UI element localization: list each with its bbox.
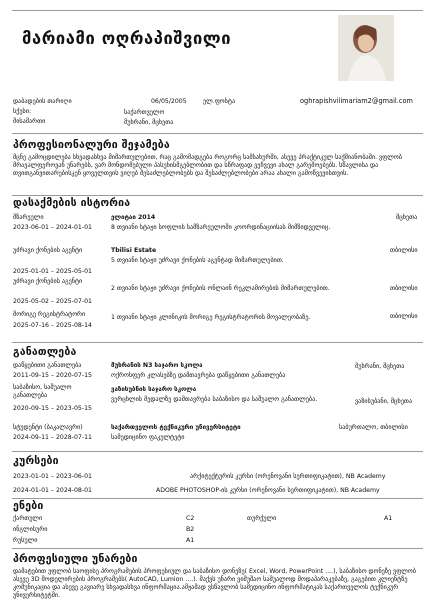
education-dates: 2024-09-11 – 2028-07-11 (13, 434, 92, 441)
profile-text: მცნე გამოცდილება სხვადასხვა მიმართულებით, რაც გამომადგება როგორც სამსახურში, ასევე პრაქტიკულ საქმიანობაში. ვფლობ მრავალფეროვან უნარებს, ვარ მონდომებული პასუხისმგებლობით და სწრაფად ვეჩვევი ახალ გარემოებებს. სწავლისა და თვითგანვითარებისკენ ყოველთვის ვიღებ შესაძლებლობებს და შესაძლებლობები არაა ახალი გამოწვევისთვის. (13, 154, 402, 178)
language-name: ქართული (13, 515, 43, 522)
course-desc: არქიტექტურის კურსი (ორენოვანი სერთიფიკატით), NB Academy (190, 473, 386, 480)
education-school: ვაზისუბნის საჯარო სკოლა (111, 386, 197, 393)
education-school: საქართველოს ტექნიკური უნივერსიტეტი (111, 424, 241, 431)
experience-dates: 2025-01-01 – 2025-05-01 (13, 268, 92, 275)
experience-dates: 2025-05-02 – 2025-07-01 (13, 298, 92, 305)
experience-role: უძრავი ქონების აგენტი (13, 278, 83, 285)
language-level: A1 (186, 537, 195, 544)
gender-value: საქართველო (124, 109, 165, 116)
education-school: მუხრანის N3 საჯარო სკოლა (111, 362, 203, 369)
experience-dates: 2025-07-16 – 2025-08-14 (13, 322, 92, 329)
education-dates: 2011-09-15 – 2020-07-15 (13, 372, 92, 379)
experience-desc: 5 თვიანი სტაჟი უძრავი ქონების აგენტად მიმართულებით. (111, 257, 284, 264)
skills-heading: პროფესიული უნარები (13, 553, 138, 565)
rule-courses (12, 451, 423, 452)
experience-dates: 2023-06-01 – 2024-01-01 (13, 224, 92, 231)
experience-location: თბილისი (390, 285, 418, 292)
rule-education (12, 342, 423, 343)
experience-role: მორიგე რეგისტრატორი (13, 311, 86, 318)
education-location: ვაზისუბანი, მცხეთა (355, 398, 413, 405)
education-title: დაწყებითი განათლება (13, 362, 82, 369)
rule-skills (12, 548, 423, 549)
experience-heading: დასაქმების ისტორია (13, 197, 131, 209)
birth-label: დაბადების თარიღი (13, 98, 72, 105)
candidate-name: მარიამი ოღრაპიშვილი (22, 29, 232, 48)
profile-heading: პროფესიონალური შეჯამება (13, 139, 170, 151)
experience-desc: 1 თვიანი სტაჟი კლინიკის მორიგე რეგისტრატორის მოვალეობაზე. (111, 314, 311, 321)
skills-text: დამატებით ვფლობ საოფისე პროგრამების პროფესიულ და საბაზისო დონეზე( Excel, Word, PowerPoint ....), საბაზისო დონეზე ვფლობ ასევე 3D მოდელირების პროგრამებს( AutoCAD, Lumion ....). მაქვს უნარი ვიმუშაო საშუალოდ მოდაპარაკებაზე, გაგებით კლიენტზე კომუნიკაცია და ასევე გავიარე სხვადასხვა ინფორმაცია.ამჟამად ვსწავლობ სამედიცინო ინფორმატიკას საქართველოს ტექნიკურ უნივერსიტეტში. (13, 568, 416, 600)
profile-photo (338, 15, 394, 81)
experience-location: თბილისი (390, 247, 418, 254)
course-dates: 2023-01-01 – 2023-06-01 (13, 473, 92, 480)
experience-org: Tbilisi Estate (111, 247, 157, 254)
language-name: ინგლისური (13, 526, 48, 533)
course-desc: ADOBE PHOTOSHOP-ის კურსი (ორენოვანი სერთიფიკატით), NB Academy (156, 487, 380, 494)
courses-heading: კურსები (13, 455, 59, 467)
experience-desc: 2 თვიანი სტაჟი უძრავი ქონების ონლაინ რეკლამირების მიმართულებით. (111, 285, 330, 292)
top-rule (12, 10, 423, 11)
education-location: მუხრანი, მცხეთა (355, 363, 405, 370)
language-level: C2 (186, 515, 195, 522)
language-name: რუსული (13, 537, 38, 544)
education-desc: სამედიცინო ფაკულტეტი (111, 434, 185, 441)
gender-label: სქესი: (13, 108, 32, 115)
address-value: მუხრანი, მცხეთა (124, 119, 174, 126)
experience-org: ელიტაი 2014 (111, 214, 156, 221)
rule-profile (12, 133, 423, 134)
education-desc: ოქროსფერ კლასებზე დამთავრება დაწყებითი განათლება (111, 372, 286, 379)
education-title: სტუდენტი (ბაკალავრი) (13, 424, 83, 431)
experience-desc: 8 თვიანი სტაჟი სოფლის სამზარეულოში კოორდინაციისას მიმზიდველიც. (111, 224, 331, 231)
experience-location: მცხეთა (396, 214, 418, 221)
education-title: საბაზისო, საშუალო განათლება (13, 384, 72, 400)
language-name: თურქული (247, 515, 277, 522)
education-dates: 2020-09-15 – 2023-05-15 (13, 405, 92, 412)
education-heading: განათლება (13, 346, 77, 358)
email-value: oghrapishvilimariam2@gmail.com (300, 97, 413, 105)
experience-role: უძრავი ქონების აგენტი (13, 247, 83, 254)
rule-experience (12, 195, 423, 196)
address-label: მისამართი (13, 118, 46, 125)
rule-languages (12, 498, 423, 499)
birth-value: 06/05/2005 (151, 98, 187, 105)
education-desc: ვერცხლის მედალზე დამთავრება საბაზისო და საშუალო განათლება. (111, 396, 318, 403)
course-dates: 2024-01-01 – 2024-08-01 (13, 487, 92, 494)
languages-heading: ენები (13, 500, 44, 512)
education-location: საბურთალო, თბილისი (339, 424, 408, 431)
experience-location: თბილისი (390, 313, 418, 320)
experience-role: მზარეული (13, 214, 44, 221)
email-label: ელ.ფოსტა (203, 98, 236, 105)
language-level: A1 (384, 515, 393, 522)
language-level: B2 (186, 526, 195, 533)
